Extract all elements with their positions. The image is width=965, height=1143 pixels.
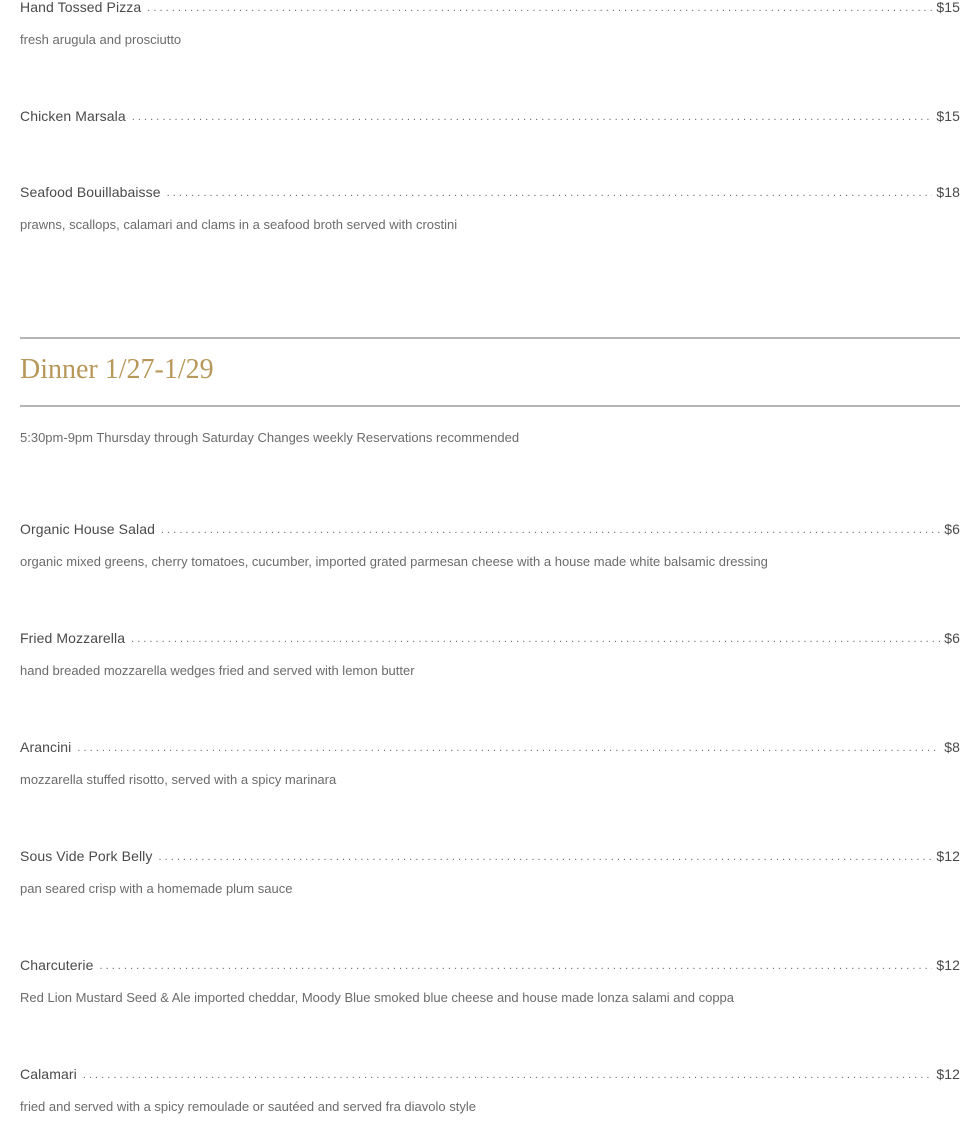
dot-leader — [77, 739, 940, 757]
menu-item-line — [20, 1065, 960, 1083]
menu-item-line — [20, 0, 960, 16]
menu-item-hand-tossed-pizza — [20, 0, 960, 48]
menu-item-name: Organic House Salad — [20, 521, 155, 537]
menu-item-name: Calamari — [20, 1066, 77, 1082]
menu-item-description: fried and served with a spicy remoulade or sautéed and served fra diavolo style — [20, 1099, 476, 1114]
dot-leader — [147, 0, 932, 17]
menu-item-calamari — [20, 1065, 960, 1115]
menu-item-price: $18 — [936, 184, 960, 200]
dot-leader — [99, 957, 932, 975]
menu-item-description: mozzarella stuffed risotto, served with a spicy marinara — [20, 772, 337, 787]
menu-item-charcuterie — [20, 956, 960, 1006]
menu-item-name: Charcuterie — [20, 957, 94, 973]
menu-item-price: $8 — [944, 739, 960, 755]
section-top-divider — [20, 337, 960, 339]
menu-item-description: prawns, scallops, calamari and clams in a seafood broth served with crostini — [20, 217, 458, 232]
menu-item-arancini — [20, 738, 960, 788]
menu-item-line — [20, 738, 960, 756]
menu-item-description: fresh arugula and prosciutto — [20, 32, 182, 47]
dinner-section-note: 5:30pm-9pm Thursday through Saturday Changes weekly Reservations recommended — [20, 430, 520, 445]
menu-item-sous-vide-pork-belly — [20, 847, 960, 897]
menu-item-price: $6 — [944, 521, 960, 537]
dinner-section-title: Dinner 1/27-1/29 — [20, 354, 214, 385]
menu-item-name: Chicken Marsala — [20, 108, 126, 124]
dot-leader — [158, 848, 932, 866]
dot-leader — [132, 108, 933, 126]
menu-item-name: Sous Vide Pork Belly — [20, 848, 153, 864]
menu-item-price: $12 — [936, 957, 960, 973]
menu-item-description: pan seared crisp with a homemade plum sauce — [20, 881, 293, 896]
menu-item-line — [20, 847, 960, 865]
menu-item-price: $6 — [944, 630, 960, 646]
menu-item-line — [20, 183, 960, 201]
menu-item-price: $15 — [936, 108, 960, 124]
menu-item-fried-mozzarella — [20, 629, 960, 679]
menu-item-line — [20, 956, 960, 974]
menu-item-organic-house-salad — [20, 520, 960, 570]
menu-item-line — [20, 629, 960, 647]
dot-leader — [83, 1066, 933, 1084]
menu-item-chicken-marsala — [20, 107, 960, 125]
menu-item-description: organic mixed greens, cherry tomatoes, cucumber, imported grated parmesan cheese with a house made white balsamic dressing — [20, 554, 768, 569]
dot-leader — [167, 184, 933, 202]
menu-item-name: Seafood Bouillabaisse — [20, 184, 161, 200]
menu-item-line — [20, 107, 960, 125]
menu-item-name: Hand Tossed Pizza — [20, 0, 142, 15]
menu-item-price: $15 — [936, 0, 960, 15]
dot-leader — [131, 630, 940, 648]
menu-item-name: Fried Mozzarella — [20, 630, 126, 646]
menu-item-line — [20, 520, 960, 538]
section-bottom-divider — [20, 405, 960, 407]
menu-item-seafood-bouillabaisse — [20, 183, 960, 233]
menu-item-description: Red Lion Mustard Seed & Ale imported cheddar, Moody Blue smoked blue cheese and house made lonza salami and coppa — [20, 990, 735, 1005]
menu-item-name: Arancini — [20, 739, 72, 755]
menu-item-description: hand breaded mozzarella wedges fried and served with lemon butter — [20, 663, 415, 678]
dot-leader — [161, 521, 940, 539]
menu-item-price: $12 — [936, 848, 960, 864]
menu-item-price: $12 — [936, 1066, 960, 1082]
